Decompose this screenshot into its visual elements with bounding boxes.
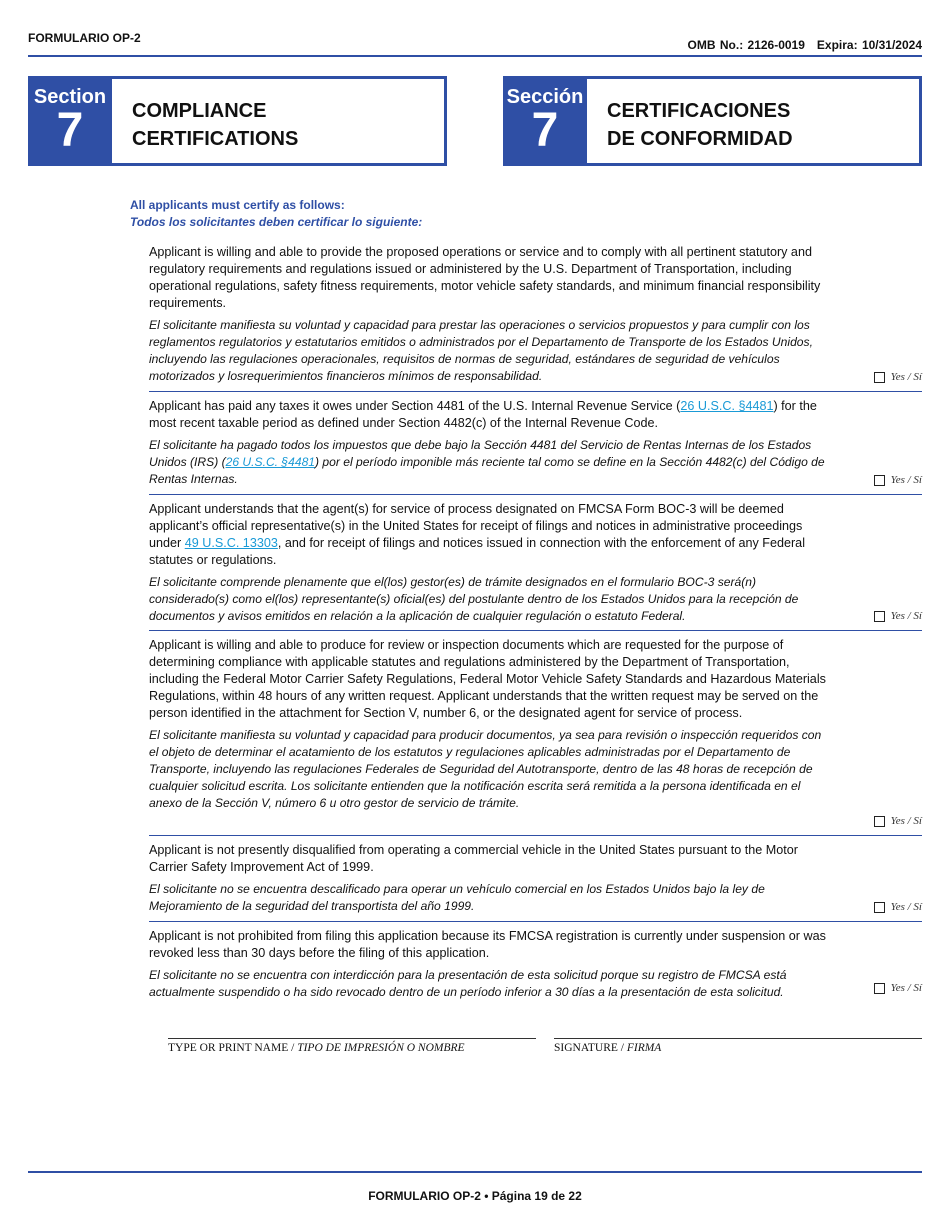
section-tab-es	[503, 76, 587, 166]
checkbox-square[interactable]	[874, 475, 885, 486]
yes-label: Yes / Sí	[890, 982, 922, 994]
signature-field[interactable]	[554, 1038, 922, 1039]
certification-text-es: El solicitante manifiesta su voluntad y capacidad para producir documentos, ya sea para revisión o inspección requeridos con el objeto de determinar el acatamiento de los estatutos y regulaciones aplicables administradas por el Departamento de Transporte, incluyendo las regulaciones Federales de Seguridad del Autotransporte, dentro de las 48 horas de recepción de cualquier solicitud escrita. Los solicitante entienden que la notificación escrita será remitida a la persona identificada en el anexo de la Sección V, número 6 u otro gestor de servicio de trámite.	[149, 728, 822, 810]
yes-label: Yes / Sí	[890, 901, 922, 913]
yes-checkbox[interactable]	[874, 901, 922, 913]
checkbox-square[interactable]	[874, 611, 885, 622]
section-tab-en	[28, 76, 112, 166]
certification-text-en: Applicant understands that the agent(s) for service of process designated on FMCSA Form BOC-3 will be deemed applicant’s official representative(s) in the United States for receipt of filings and notices in administrative proceedings under 49 U.S.C. 13303, and for receipt of filings and notices issued in connection with the enforcement of any Federal statutes or regulations.	[149, 502, 805, 567]
section-header-en	[28, 76, 447, 166]
checkbox-square[interactable]	[874, 372, 885, 383]
checkbox-square[interactable]	[874, 902, 885, 913]
section-title-en-line1: COMPLIANCE	[132, 100, 267, 122]
certification-item	[149, 495, 922, 631]
name-field-label: TYPE OR PRINT NAME / TIPO DE IMPRESIÓN O NOMBRE	[168, 1042, 465, 1054]
yes-checkbox[interactable]	[874, 371, 922, 383]
expiration-date: Expira: 10/31/2024	[816, 38, 922, 52]
certification-text-es: El solicitante no se encuentra con interdicción para la presentación de esta solicitud porque su registro de FMCSA está actualmente suspendido o ha sido revocado dentro de un período inferior a 30 días a la presentación de esta solicitud.	[149, 968, 787, 999]
certification-text-es: El solicitante no se encuentra descalificado para operar un vehículo comercial en los Estados Unidos bajo la ley de Mejoramiento de la seguridad del transportista del año 1999.	[149, 882, 765, 913]
section-word-es: Sección	[506, 86, 584, 108]
certification-text-en: Applicant is not presently disqualified from operating a commercial vehicle in the United States pursuant to the Motor Carrier Safety Improvement Act of 1999.	[149, 843, 798, 874]
intro-es: Todos los solicitantes deben certificar lo siguiente:	[130, 215, 423, 229]
certification-item	[149, 392, 922, 495]
certification-text-en: Applicant is willing and able to provide the proposed operations or service and to comply with all pertinent statutory and regulatory requirements and regulations issued or administered by the U.S. Department of Transportation, including operational regulations, safety fitness requirements, motor vehicle safety standards, and minimum financial responsibility requirements.	[149, 245, 821, 310]
certification-list	[149, 244, 922, 1002]
yes-checkbox[interactable]	[874, 815, 922, 827]
yes-label: Yes / Sí	[890, 610, 922, 622]
form-name: FORMULARIO OP-2	[28, 31, 141, 45]
certification-item	[149, 922, 922, 1002]
yes-label: Yes / Sí	[890, 815, 922, 827]
section-word-en: Section	[33, 86, 107, 108]
section-header-es	[503, 76, 922, 166]
section-number-es: 7	[531, 104, 559, 157]
yes-label: Yes / Sí	[890, 371, 922, 383]
omb-number: OMB No.: 2126-0019	[687, 38, 805, 52]
certification-item	[149, 244, 922, 392]
usc-13303-link[interactable]: 49 U.S.C. 13303	[184, 536, 278, 550]
usc-4481-link-es[interactable]: 26 U.S.C. §4481	[225, 455, 316, 469]
section-title-es-line2: DE CONFORMIDAD	[607, 128, 793, 150]
certification-text-es: El solicitante ha pagado todos los impuestos que debe bajo la Sección 4481 del Servicio de Rentas Internas de los Estados Unidos (IRS) (26 U.S.C. §4481) por el período imponible más reciente tal como se define en la Sección 4482(c) del Código de Rentas Internas.	[149, 438, 825, 486]
certification-text-es: El solicitante comprende plenamente que el(los) gestor(es) de trámite designados en el formulario BOC-3 será(n) considerado(s) como el(los) representante(s) oficial(es) del postulante dentro de los Estados Unidos para la recepción de documentos y avisos emitidos en relación a la aplicación de cualquier regulación o estatuto Federal.	[149, 575, 799, 623]
usc-4481-link[interactable]: 26 U.S.C. §4481	[680, 399, 774, 413]
certification-item	[149, 836, 922, 922]
checkbox-square[interactable]	[874, 816, 885, 827]
signature-field-label: SIGNATURE / FIRMA	[554, 1042, 662, 1054]
certification-text-en: Applicant has paid any taxes it owes under Section 4481 of the U.S. Internal Revenue Service (26 U.S.C. §4481) for the most recent taxable period as defined under Section 4482(c) of the Internal Revenue Code.	[149, 399, 817, 430]
header-divider	[28, 55, 922, 57]
certification-text-en: Applicant is willing and able to produce for review or inspection documents which are requested for the purpose of determining compliance with applicable statutes and regulations administered by the Department of Transportation, including the Federal Motor Carrier Safety Regulations, Federal Motor Vehicle Safety Standards and Hazardous Materials Regulations, within 48 hours of any written request. Applicant understands that the written request may be served on the person identified in the attachment for Section V, number 6, or the designated agent for service of process.	[149, 638, 826, 720]
section-title-en-line2: CERTIFICATIONS	[132, 128, 299, 150]
yes-label: Yes / Sí	[890, 474, 922, 486]
yes-checkbox[interactable]	[874, 610, 922, 622]
certification-text-es: El solicitante manifiesta su voluntad y capacidad para prestar las operaciones o servicios propuestos y para cumplir con los reglamentos regulatorios y estatutarios emitidos o administrados por el Departamento de Transporte de los Estados Unidos, incluyendo las regulaciones operacionales, requisitos de normas de seguridad, estándares de seguridad de vehículos motorizados y losrequerimientos financieros mínimos de responsabilidad.	[149, 318, 813, 383]
yes-checkbox[interactable]	[874, 474, 922, 486]
intro-en: All applicants must certify as follows:	[130, 198, 345, 212]
yes-checkbox[interactable]	[874, 982, 922, 994]
section-number-en: 7	[56, 104, 84, 157]
page-footer: FORMULARIO OP-2 • Página 19 de 22	[368, 1189, 582, 1203]
checkbox-square[interactable]	[874, 983, 885, 994]
intro	[130, 197, 422, 231]
section-title-es	[587, 79, 793, 163]
section-title-en	[112, 79, 298, 163]
name-field[interactable]	[168, 1038, 536, 1039]
section-title-es-line1: CERTIFICACIONES	[607, 100, 791, 122]
omb-info	[676, 38, 922, 52]
footer-divider	[28, 1171, 922, 1173]
certification-item	[149, 631, 922, 836]
certification-text-en: Applicant is not prohibited from filing this application because its FMCSA registration is currently under suspension or was revoked less than 30 days before the filing of this application.	[149, 929, 826, 960]
